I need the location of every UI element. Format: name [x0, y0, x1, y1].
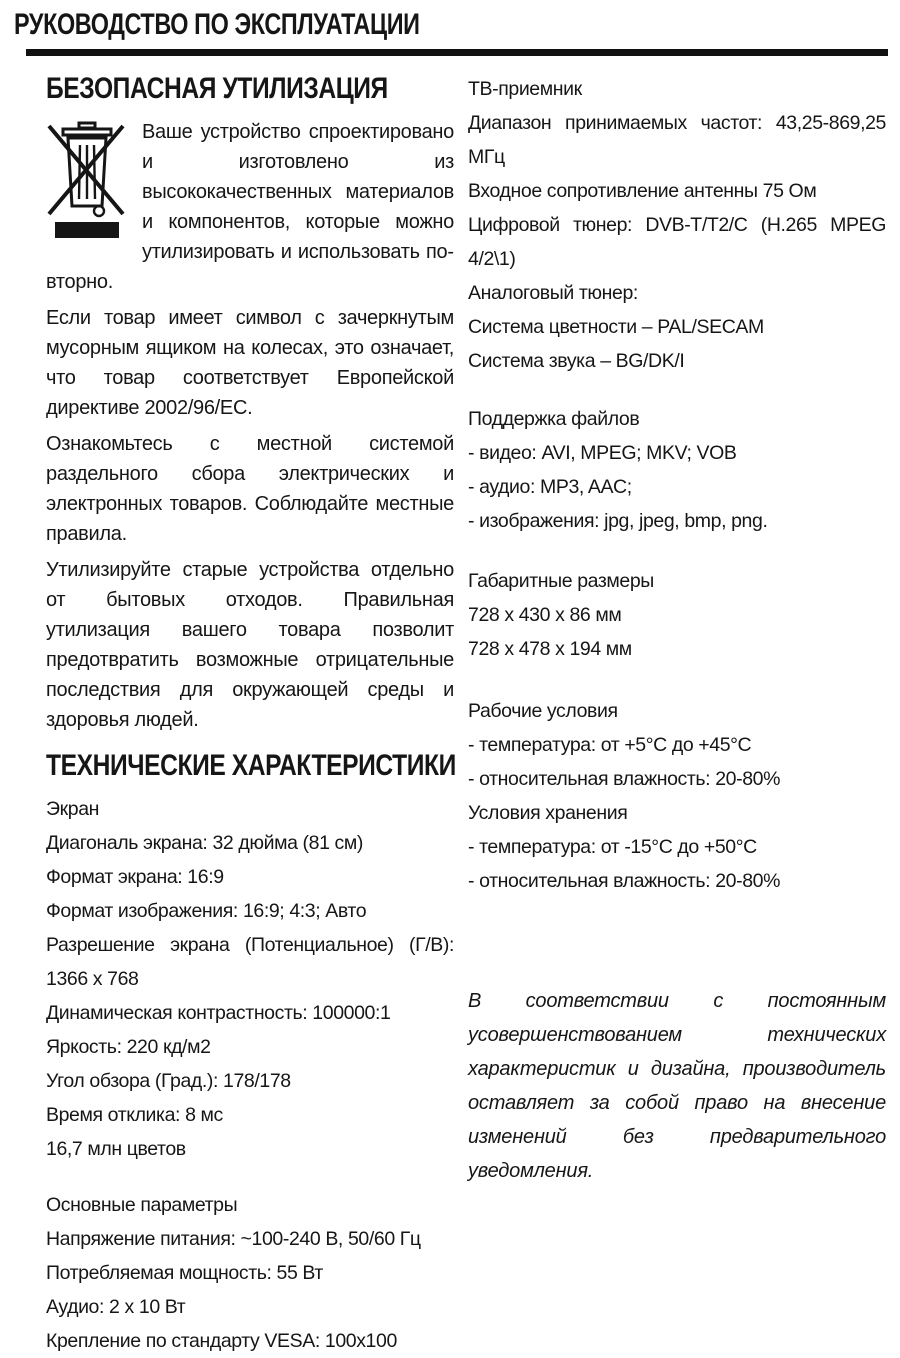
spec-line: - температура: от -15°C до +50°C [468, 836, 757, 858]
spec-line: Экран [46, 798, 100, 820]
section-title-safe-disposal: БЕЗОПАСНАЯ УТИЛИЗАЦИЯ [46, 72, 388, 105]
spec-line: 728 х 430 х 86 мм [468, 604, 622, 626]
spec-line: Формат экрана: 16:9 [46, 866, 224, 888]
spec-line: ТВ-приемник [468, 78, 582, 100]
spec-line: Рабочие условия [468, 700, 618, 722]
weee-crossed-out-wheeled-bin-icon [46, 121, 128, 239]
spec-line: Аудио: 2 х 10 Вт [46, 1296, 186, 1318]
disposal-paragraph-1-text: Ваше устройство спроектировано и изготовлено из высококачественных материалов и компонентов, которые можно утилизировать и использовать повторно. [46, 121, 454, 293]
tv-receiver-spec-list [468, 72, 886, 378]
manufacturer-disclaimer: В соответствии с постоянным усовершенствованием технических характеристик и дизайна, производитель оставляет за собой право на внесение изменений без предварительного уведомления. [468, 990, 886, 1182]
spec-line: Крепление по стандарту VESA: 100х100 [46, 1330, 397, 1352]
dimensions-spec-list [468, 564, 886, 666]
spec-line: 728 х 478 х 194 мм [468, 638, 632, 660]
spec-line: - изображения: jpg, jpeg, bmp, png. [468, 510, 768, 532]
disposal-paragraph-2: Если товар имеет символ с зачеркнутым мусорным ящиком на колесах, это означает, что товар соответствует Европейской директиве 2002/96/ЕС. [46, 307, 454, 419]
page-header [0, 0, 900, 56]
page-title: РУКОВОДСТВО ПО ЭКСПЛУАТАЦИИ [14, 8, 420, 41]
section-title-specifications: ТЕХНИЧЕСКИЕ ХАРАКТЕРИСТИКИ [46, 749, 456, 782]
spec-line: Яркость: 220 кд/м2 [46, 1036, 211, 1058]
spec-line: Разрешение экрана (Потенциальное) (Г/В): 1366 х 768 [46, 934, 454, 990]
spec-line: Условия хранения [468, 802, 628, 824]
spec-line: Габаритные размеры [468, 570, 654, 592]
disposal-paragraph-4: Утилизируйте старые устройства отдельно от бытовых отходов. Правильная утилизация вашего товара позволит предотвратить возможные отрицательные последствия для окружающей среды и здоровья людей. [46, 559, 454, 731]
spec-line: - видео: AVI, MPEG; MKV; VOB [468, 442, 737, 464]
spec-line: Напряжение питания: ~100-240 В, 50/60 Гц [46, 1228, 421, 1250]
spec-line: Цифровой тюнер: DVB-T/T2/C (H.265 MPEG 4/2\1) [468, 214, 886, 270]
main-params-spec-list [46, 1188, 454, 1358]
content-columns [0, 56, 900, 1358]
spec-line: Угол обзора (Град.): 178/178 [46, 1070, 291, 1092]
disposal-paragraph-3: Ознакомьтесь с местной системой раздельного сбора электрических и электронных товаров. Соблюдайте местные правила. [46, 433, 454, 545]
spec-line: Диапазон принимаемых частот: 43,25-869,25 МГц [468, 112, 886, 168]
spec-line: - относительная влажность: 20-80% [468, 870, 781, 892]
spec-line: - аудио: MP3, AAC; [468, 476, 632, 498]
spec-line: Система цветности – PAL/SECAM [468, 316, 764, 338]
file-support-spec-list [468, 402, 886, 538]
spec-line: Диагональ экрана: 32 дюйма (81 см) [46, 832, 363, 854]
operating-conditions-spec-list [468, 694, 886, 898]
spec-line: Время отклика: 8 мс [46, 1104, 223, 1126]
spec-line: - относительная влажность: 20-80% [468, 768, 781, 790]
spec-line: 16,7 млн цветов [46, 1138, 186, 1160]
right-column [468, 72, 886, 1358]
spec-line: Поддержка файлов [468, 408, 640, 430]
spec-line: Потребляемая мощность: 55 Вт [46, 1262, 323, 1284]
spec-line: Система звука – BG/DK/I [468, 350, 685, 372]
spec-line: - температура: от +5°C до +45°C [468, 734, 752, 756]
spec-line: Входное сопротивление антенны 75 Ом [468, 180, 817, 202]
left-column [46, 72, 454, 1358]
spec-line: Динамическая контрастность: 100000:1 [46, 1002, 391, 1024]
screen-spec-list [46, 792, 454, 1166]
spec-line: Аналоговый тюнер: [468, 282, 638, 304]
disposal-paragraph-1 [46, 117, 454, 297]
spec-line: Основные параметры [46, 1194, 238, 1216]
spec-line: Формат изображения: 16:9; 4:3; Авто [46, 900, 367, 922]
header-rule [26, 49, 888, 56]
